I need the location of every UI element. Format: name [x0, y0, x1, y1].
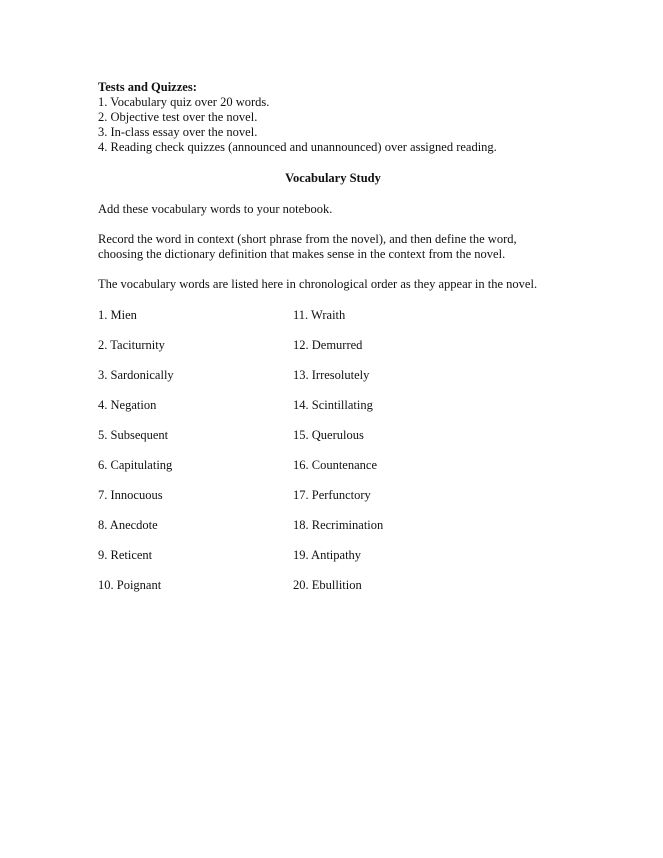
- vocabulary-list: [98, 308, 568, 608]
- vocab-word: 4. Negation: [98, 398, 157, 412]
- vocab-word: 20. Ebullition: [293, 578, 362, 592]
- list-item: 4. Reading check quizzes (announced and unannounced) over assigned reading.: [98, 140, 497, 154]
- list-item: 3. In-class essay over the novel.: [98, 125, 258, 139]
- vocab-word: 13. Irresolutely: [293, 368, 370, 382]
- vocab-word: 11. Wraith: [293, 308, 346, 322]
- list-item: 2. Objective test over the novel.: [98, 110, 258, 124]
- vocab-word: 19. Antipathy: [293, 548, 362, 562]
- vocab-word: 16. Countenance: [293, 458, 378, 472]
- vocab-word: 7. Innocuous: [98, 488, 163, 502]
- vocab-word: 1. Mien: [98, 308, 137, 322]
- vocab-word: 5. Subsequent: [98, 428, 169, 442]
- vocab-word: 17. Perfunctory: [293, 488, 371, 502]
- vocab-word: 8. Anecdote: [98, 518, 158, 532]
- vocab-word: 10. Poignant: [98, 578, 162, 592]
- vocab-word: 15. Querulous: [293, 428, 364, 442]
- vocabulary-order-note: The vocabulary words are listed here in chronological order as they appear in the novel.: [98, 277, 538, 291]
- vocabulary-title: Vocabulary Study: [285, 171, 381, 185]
- list-item: 1. Vocabulary quiz over 20 words.: [98, 95, 270, 109]
- vocab-word: 14. Scintillating: [293, 398, 373, 412]
- tests-heading: Tests and Quizzes:: [98, 80, 197, 94]
- vocab-word: 3. Sardonically: [98, 368, 174, 382]
- vocab-word: 2. Taciturnity: [98, 338, 165, 352]
- document-page: [98, 80, 568, 608]
- vocab-word: 18. Recrimination: [293, 518, 384, 532]
- vocabulary-instructions: Record the word in context (short phrase from the novel), and then define the word, choosing the dictionary definition that makes sense in the context from the novel.: [98, 232, 517, 261]
- vocabulary-intro: Add these vocabulary words to your notebook.: [98, 202, 333, 216]
- vocab-word: 6. Capitulating: [98, 458, 173, 472]
- vocab-word: 12. Demurred: [293, 338, 363, 352]
- vocab-word: 9. Reticent: [98, 548, 153, 562]
- tests-list: [98, 95, 568, 155]
